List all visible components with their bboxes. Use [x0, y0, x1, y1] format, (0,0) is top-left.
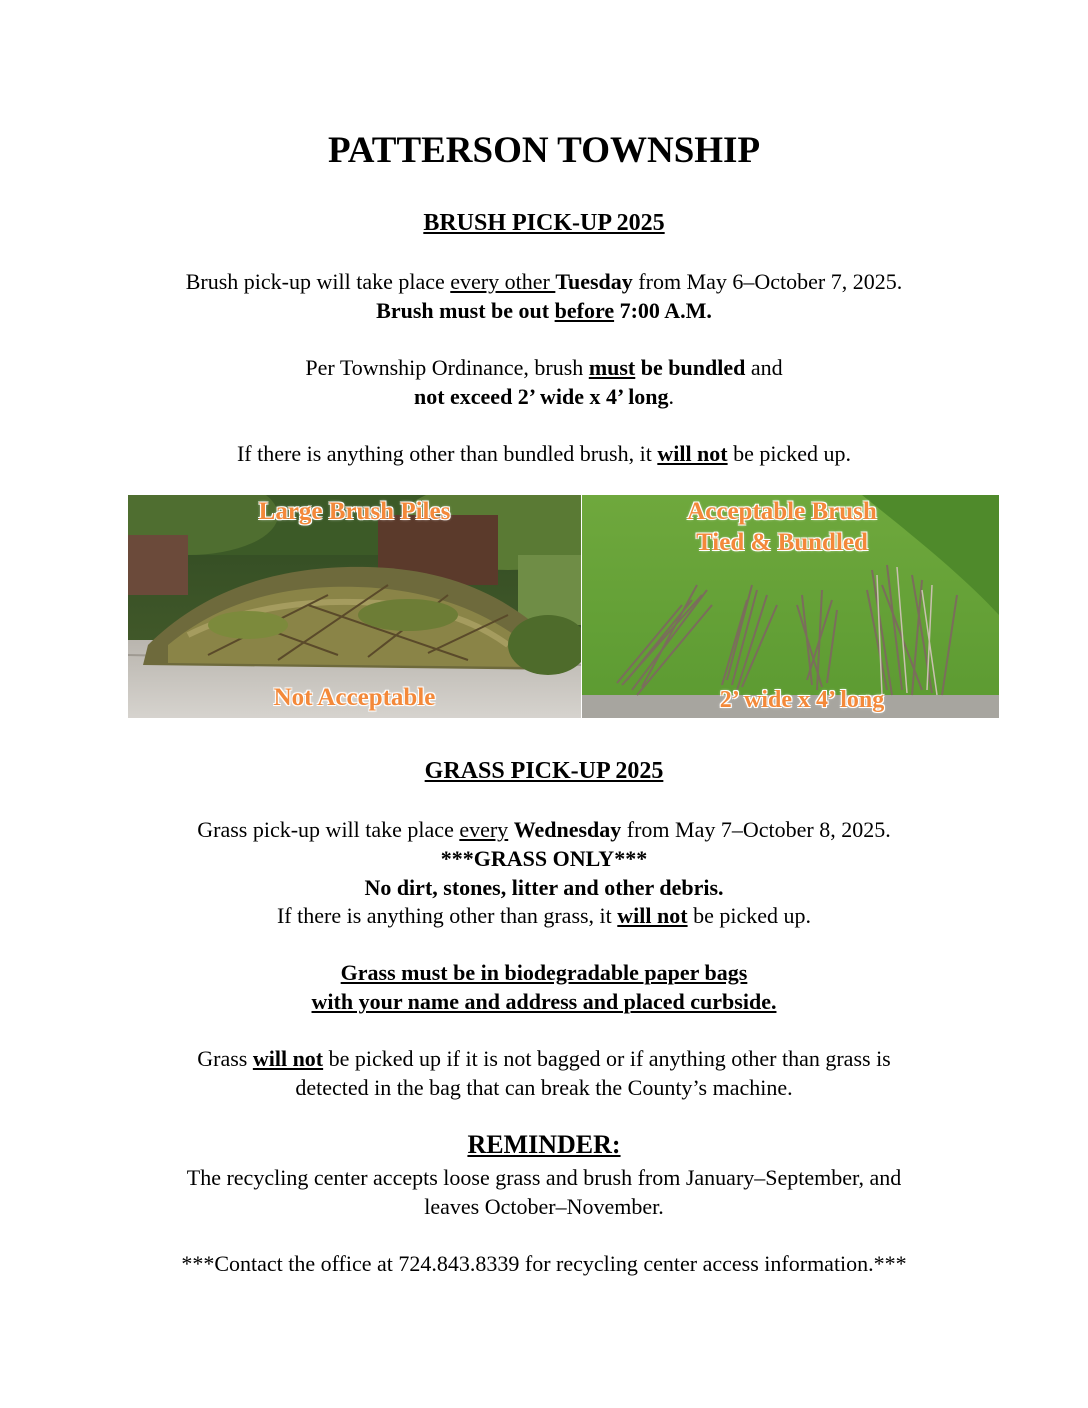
page-title: PATTERSON TOWNSHIP [327, 130, 761, 171]
brush-deadline: Brush must be out before 7:00 A.M. [376, 298, 712, 323]
brush-comparison-photos [128, 495, 999, 718]
grass-heading: GRASS PICK-UP 2025 [424, 758, 664, 784]
photo-caption-tied-bundled: Tied & Bundled [696, 529, 868, 556]
brush-schedule: Brush pick-up will take place every other Tuesday from May 6–October 7, 2025. [185, 269, 903, 294]
large-brush-pile-photo [128, 495, 581, 718]
photo-caption-not-acceptable: Not Acceptable [273, 684, 436, 711]
reminder-heading: REMINDER: [467, 1130, 621, 1159]
grass-no-debris: No dirt, stones, litter and other debris. [364, 875, 724, 900]
brush-heading: BRUSH PICK-UP 2025 [423, 210, 665, 236]
grass-notice: If there is anything other than grass, it will not be picked up. [276, 903, 811, 928]
brush-notice: If there is anything other than bundled brush, it will not be picked up. [236, 441, 852, 466]
reminder-text-1: The recycling center accepts loose grass and brush from January–September, and [186, 1165, 902, 1190]
brush-size-limit: not exceed 2’ wide x 4’ long. [413, 384, 675, 409]
grass-schedule: Grass pick-up will take place every Wednesday from May 7–October 8, 2025. [197, 817, 891, 842]
contact-info: ***Contact the office at 724.843.8339 for recycling center access information.*** [181, 1251, 907, 1276]
photo-caption-large-brush-piles: Large Brush Piles [258, 498, 451, 525]
grass-only: ***GRASS ONLY*** [440, 846, 648, 871]
photo-caption-size: 2’ wide x 4’ long [719, 687, 885, 713]
grass-warning-2: detected in the bag that can break the County’s machine. [295, 1075, 793, 1100]
grass-bag-rule-1: Grass must be in biodegradable paper bags [340, 960, 748, 985]
grass-bag-rule-2: with your name and address and placed curbside. [311, 989, 777, 1014]
brush-ordinance: Per Township Ordinance, brush must be bundled and [305, 355, 783, 380]
photo-caption-acceptable-brush: Acceptable Brush [687, 498, 877, 525]
bundled-brush-photo [582, 495, 999, 718]
reminder-text-2: leaves October–November. [424, 1194, 664, 1219]
grass-warning-1: Grass will not be picked up if it is not bagged or if anything other than grass is [197, 1046, 891, 1071]
